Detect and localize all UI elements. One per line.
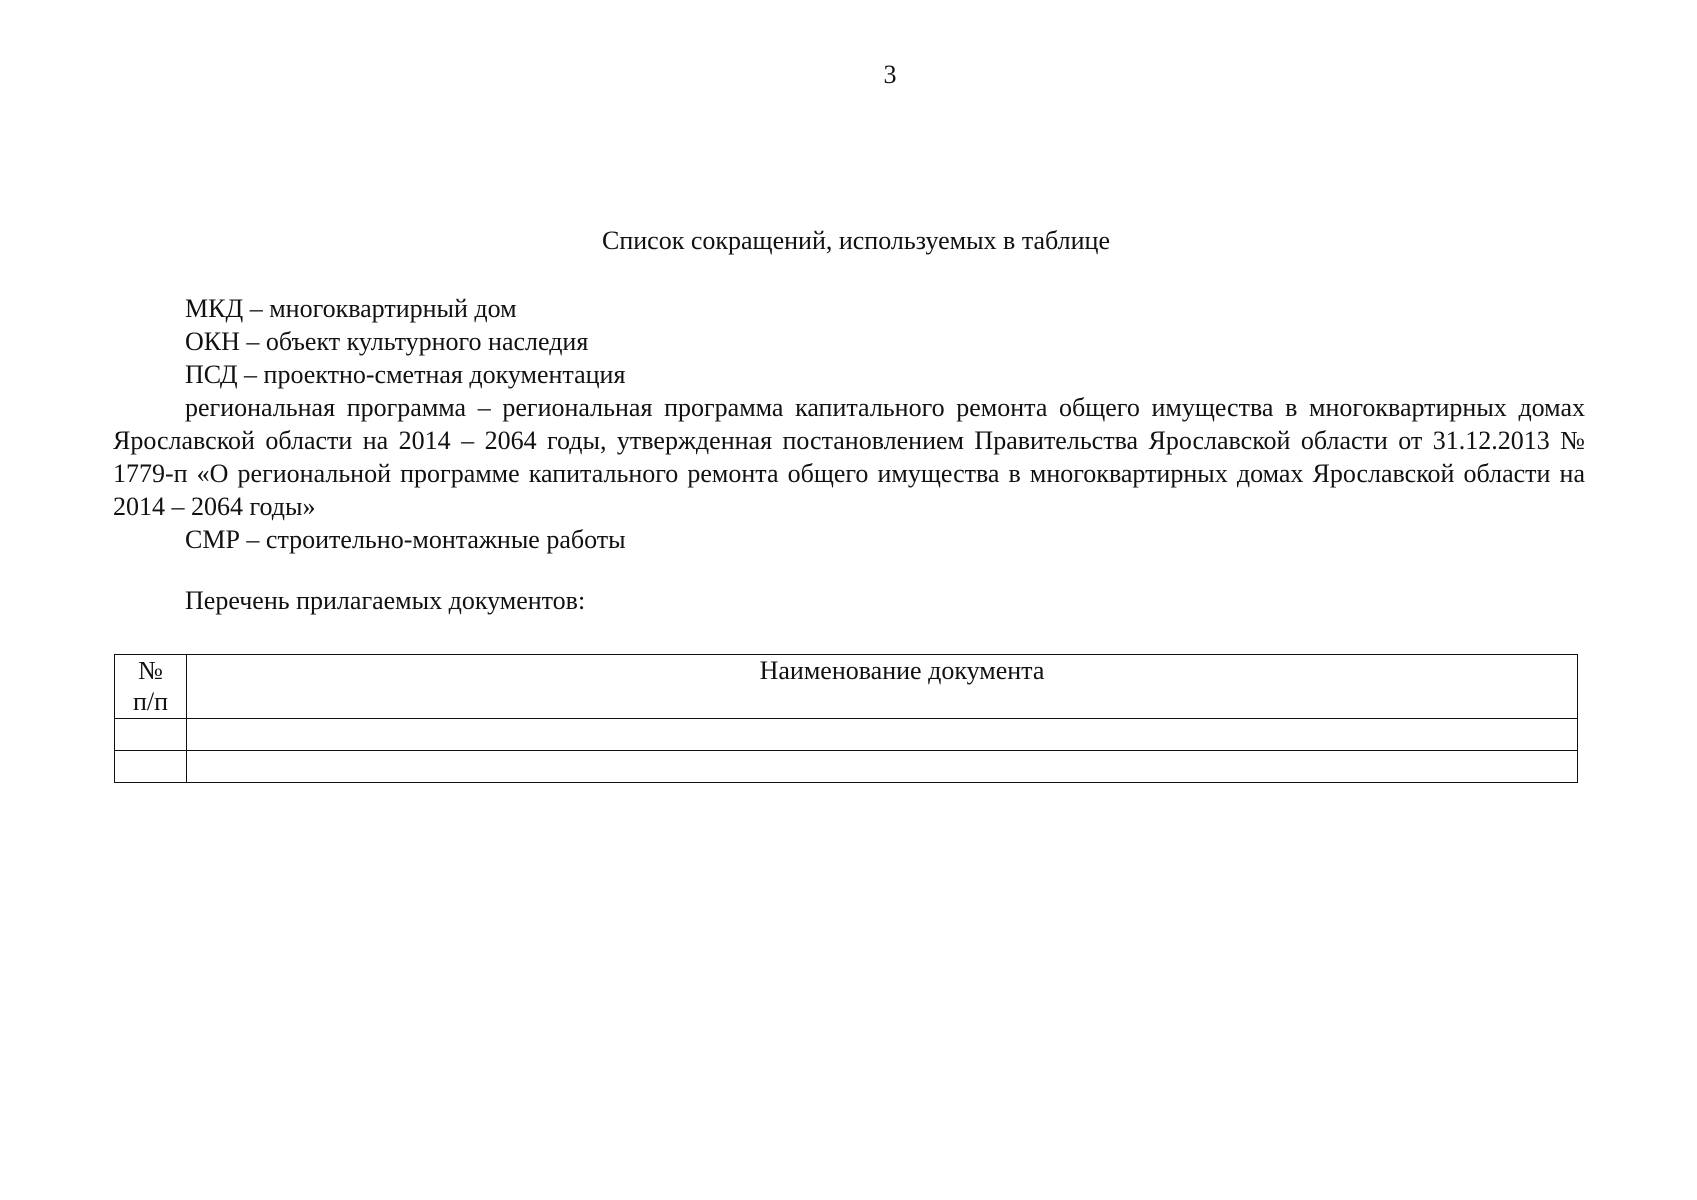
- table-cell-document-name: [187, 751, 1578, 783]
- table-row: [115, 719, 1578, 751]
- abbreviation-item-smr: СМР – строительно-монтажные работы: [185, 525, 626, 554]
- table-row: [115, 751, 1578, 783]
- column-header-document-name: Наименование документа: [187, 655, 1578, 719]
- abbreviation-item-okn: ОКН – объект культурного наследия: [185, 327, 589, 356]
- table-cell-document-name: [187, 719, 1578, 751]
- table-cell-number: [115, 719, 187, 751]
- attached-documents-heading: Перечень прилагаемых документов:: [185, 586, 586, 615]
- column-header-number: [115, 655, 187, 719]
- column-header-number-symbol: №: [138, 656, 163, 685]
- table-header-row: [115, 655, 1578, 719]
- attached-documents-table: [114, 654, 1578, 783]
- abbreviations-heading: Список сокращений, используемых в таблице: [602, 226, 1110, 255]
- page-number: 3: [883, 60, 897, 89]
- abbreviation-item-regional-program: региональная программа – региональная программа капитального ремонта общего имущества в многоквартирных домах Ярославской области на 2014 – 2064 годы, утвержденная постановлением Правительства Ярославской области от 31.12.2013 № 1779-п «О региональной программе капитального ремонта общего имущества в многоквартирных домах Ярославской области на 2014 – 2064 годы»: [113, 393, 1585, 521]
- abbreviations-list: [113, 292, 1585, 556]
- table-cell-number: [115, 751, 187, 783]
- column-header-number-abbr: п/п: [132, 687, 169, 716]
- abbreviation-item-mkd: МКД – многоквартирный дом: [185, 294, 517, 323]
- abbreviation-item-psd: ПСД – проектно-сметная документация: [185, 360, 626, 389]
